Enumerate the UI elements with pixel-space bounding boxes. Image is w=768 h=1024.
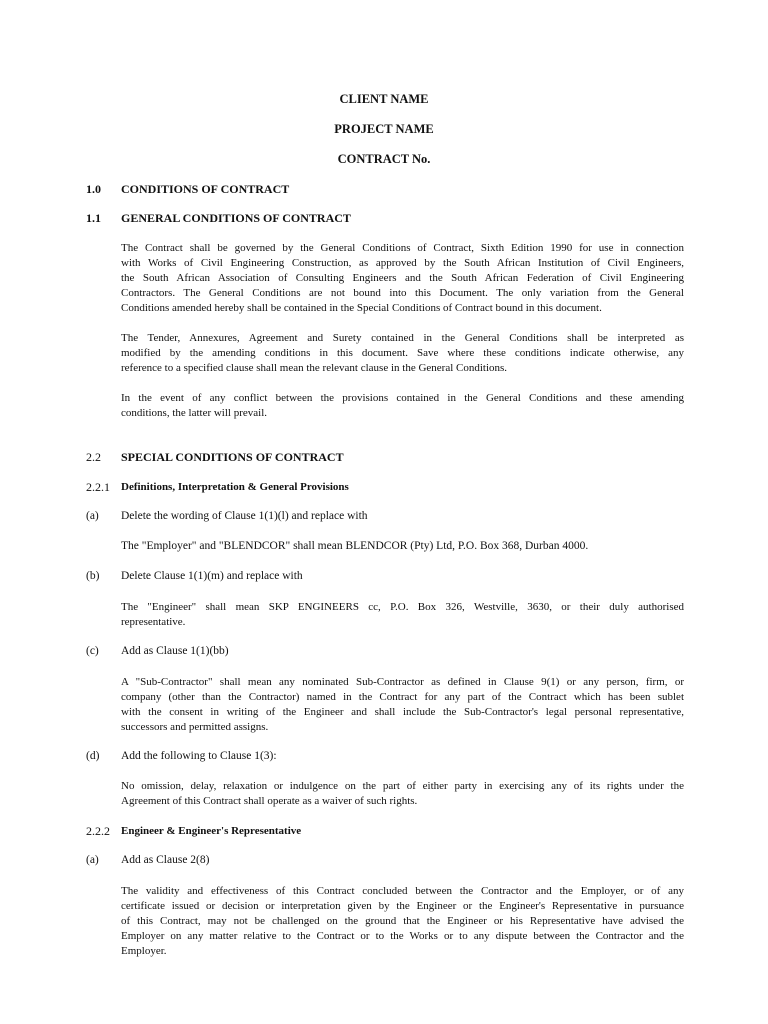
project-name-heading: PROJECT NAME — [334, 122, 434, 136]
clause-a-instruction: Delete the wording of Clause 1(1)(l) and replace with — [121, 510, 368, 522]
section-2-2-number: 2.2 — [86, 450, 101, 464]
clause-d-text: No omission, delay, relaxation or indulgence on the part of either party in exercising any of its rights under the Agreement of this Contract shall operate as a waiver of such rights. — [121, 780, 684, 807]
section-2-2-2-title: Engineer & Engineer's Representative — [121, 825, 302, 837]
clause-b-label: (b) — [86, 570, 100, 582]
section-2-2-title: SPECIAL CONDITIONS OF CONTRACT — [121, 450, 344, 464]
section-1-0-title: CONDITIONS OF CONTRACT — [121, 182, 290, 196]
section-1-0-number: 1.0 — [86, 182, 101, 196]
clause-a-label: (a) — [86, 510, 99, 522]
section-2-2-1-number: 2.2.1 — [86, 480, 110, 494]
general-conditions-paragraph-3: In the event of any conflict between the provisions contained in the General Conditions and these amending conditions, the latter will prevail. — [121, 392, 684, 419]
section-1-1-title: GENERAL CONDITIONS OF CONTRACT — [121, 211, 351, 225]
clause-b-text: The "Engineer" shall mean SKP ENGINEERS cc, P.O. Box 326, Westville, 3630, or their duly authorised representative. — [121, 601, 684, 628]
contract-number-heading: CONTRACT No. — [337, 152, 431, 166]
section-1-1-number: 1.1 — [86, 211, 101, 225]
clause-2-2-2-a-text: The validity and effectiveness of this Contract concluded between the Contractor and the Employer, or of any certificate issued or decision or interpretation given by the Engineer or the Engineer's Representative in pursuance of this Contract, may not be challenged on the ground that the Engineer or his Representative have advised the Employer on any matter relative to the Contract or to the Works or to any dispute between the Contractor and the Employer. — [121, 885, 684, 957]
clause-c-text: A "Sub-Contractor" shall mean any nominated Sub-Contractor as defined in Clause 9(1) or any person, firm, or company (other than the Contractor) named in the Contract for any part of the Contract which has been sublet with the consent in writing of the Engineer and shall include the Sub-Contractor's legal personal representative, successors and permitted assigns. — [121, 676, 684, 733]
clause-2-2-2-a-label: (a) — [86, 854, 99, 866]
clause-a-text: The "Employer" and "BLENDCOR" shall mean BLENDCOR (Pty) Ltd, P.O. Box 368, Durban 4000. — [121, 540, 589, 552]
clause-d-label: (d) — [86, 750, 100, 762]
clause-d-instruction: Add the following to Clause 1(3): — [121, 750, 277, 762]
clause-b-instruction: Delete Clause 1(1)(m) and replace with — [121, 570, 303, 582]
general-conditions-paragraph-1: The Contract shall be governed by the General Conditions of Contract, Sixth Edition 1990 for use in connection with Works of Civil Engineering Construction, as approved by the South African Institution of Civil Engineers, the South African Association of Consulting Engineers and the South African Federation of Civil Engineering Contractors. The General Conditions are not bound into this Document. The only variation from the General Conditions amended hereby shall be contained in the Special Conditions of Contract bound in this document. — [121, 242, 684, 314]
section-2-2-2-number: 2.2.2 — [86, 824, 110, 838]
clause-2-2-2-a-instruction: Add as Clause 2(8) — [121, 854, 210, 866]
client-name-heading: CLIENT NAME — [339, 92, 429, 106]
section-2-2-1-title: Definitions, Interpretation & General Provisions — [121, 481, 349, 493]
clause-c-label: (c) — [86, 645, 99, 657]
clause-c-instruction: Add as Clause 1(1)(bb) — [121, 645, 229, 657]
general-conditions-paragraph-2: The Tender, Annexures, Agreement and Surety contained in the General Conditions shall be interpreted as modified by the amending conditions in this document. Save where these conditions indicate otherwise, any reference to a specified clause shall mean the relevant clause in the General Conditions. — [121, 332, 684, 374]
